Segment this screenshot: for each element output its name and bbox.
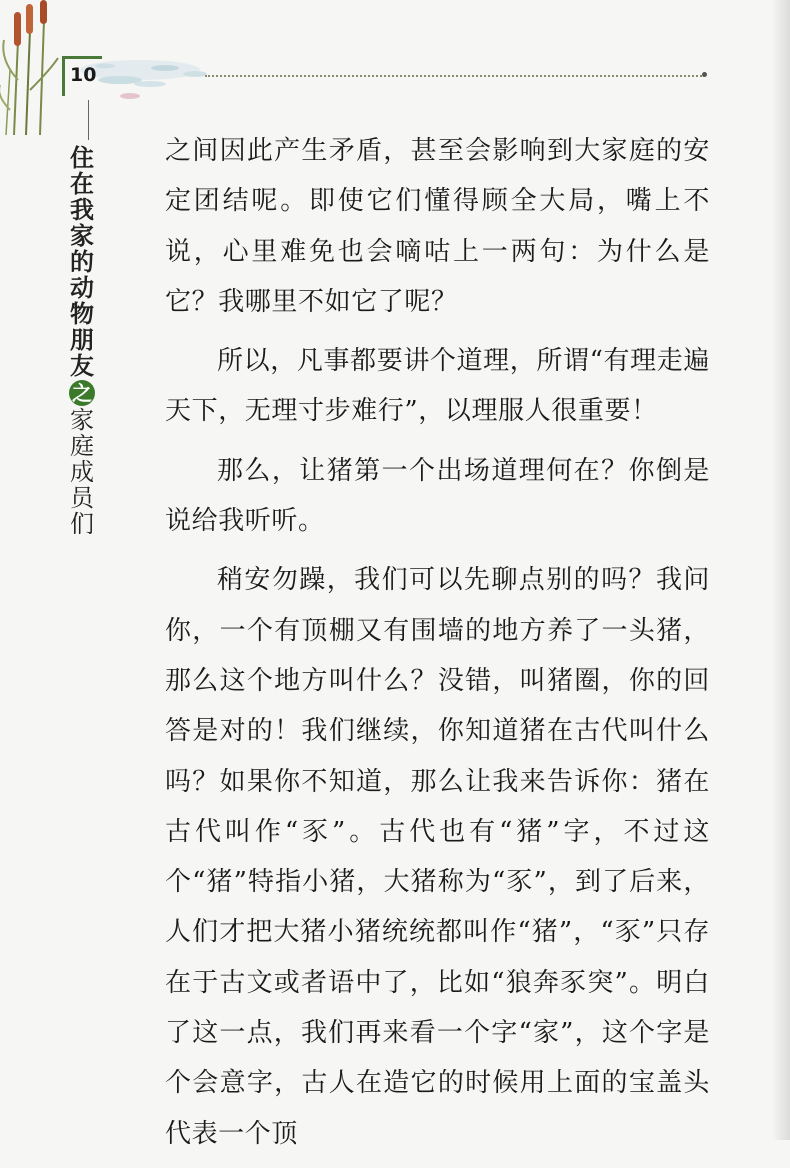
- title-char: 家: [70, 406, 94, 434]
- title-char: 我: [70, 195, 94, 224]
- paragraph: 那么，让猪第一个出场道理何在？你倒是说给我听听。: [165, 455, 710, 537]
- reed-pond-illustration: [0, 0, 230, 135]
- page-edge-shadow: [772, 0, 790, 1140]
- side-title-rule: [88, 100, 89, 140]
- title-char: 庭: [70, 432, 94, 460]
- title-char: 住: [70, 143, 94, 172]
- title-connector-badge: 之: [69, 380, 95, 406]
- title-char: 朋: [70, 325, 94, 354]
- paragraph: 稍安勿躁，我们可以先聊点别的吗？我问你，一个有顶棚又有围墙的地方养了一头猪，那么这个地方叫什么？没错，叫猪圈，你的回答是对的！我们继续，你知道猪在古代叫什么吗？如果你不知道，那么让我来告诉你：猪在古代叫作“豕”。古代也有“猪”字，不过这个“猪”特指小猪，大猪称为“豕”，到了后来，人们才把大猪小猪统统都叫作“猪”，“豕”只存在于古文或者语中了，比如“狼奔豕突”。明白了这一点，我们再来看一个字“家”，这个字是个会意字，古人在造它的时候用上面的宝盖头代表一个顶: [165, 565, 710, 1149]
- title-char: 物: [70, 299, 94, 328]
- title-char: 员: [70, 484, 94, 512]
- title-char: 在: [70, 169, 94, 198]
- title-char: 家: [70, 221, 94, 250]
- running-title-vertical: [62, 145, 102, 537]
- body-text: [165, 126, 710, 1168]
- title-char: 们: [70, 510, 94, 538]
- title-char: 的: [70, 247, 94, 276]
- page-number: 10: [70, 64, 97, 86]
- title-char: 动: [70, 273, 94, 302]
- header-rule-endpoint: [702, 72, 707, 77]
- paragraph: 所以，凡事都要讲个道理，所谓“有理走遍天下，无理寸步难行”，以理服人很重要！: [165, 346, 710, 427]
- title-char: 成: [70, 458, 94, 486]
- header-dotted-rule: [205, 75, 705, 77]
- title-char: 友: [70, 351, 94, 380]
- paragraph: 之间因此产生矛盾，甚至会影响到大家庭的安定团结呢。即使它们懂得顾全大局，嘴上不说，心里难免也会嘀咕上一两句：为什么是它？我哪里不如它了呢？: [165, 136, 710, 317]
